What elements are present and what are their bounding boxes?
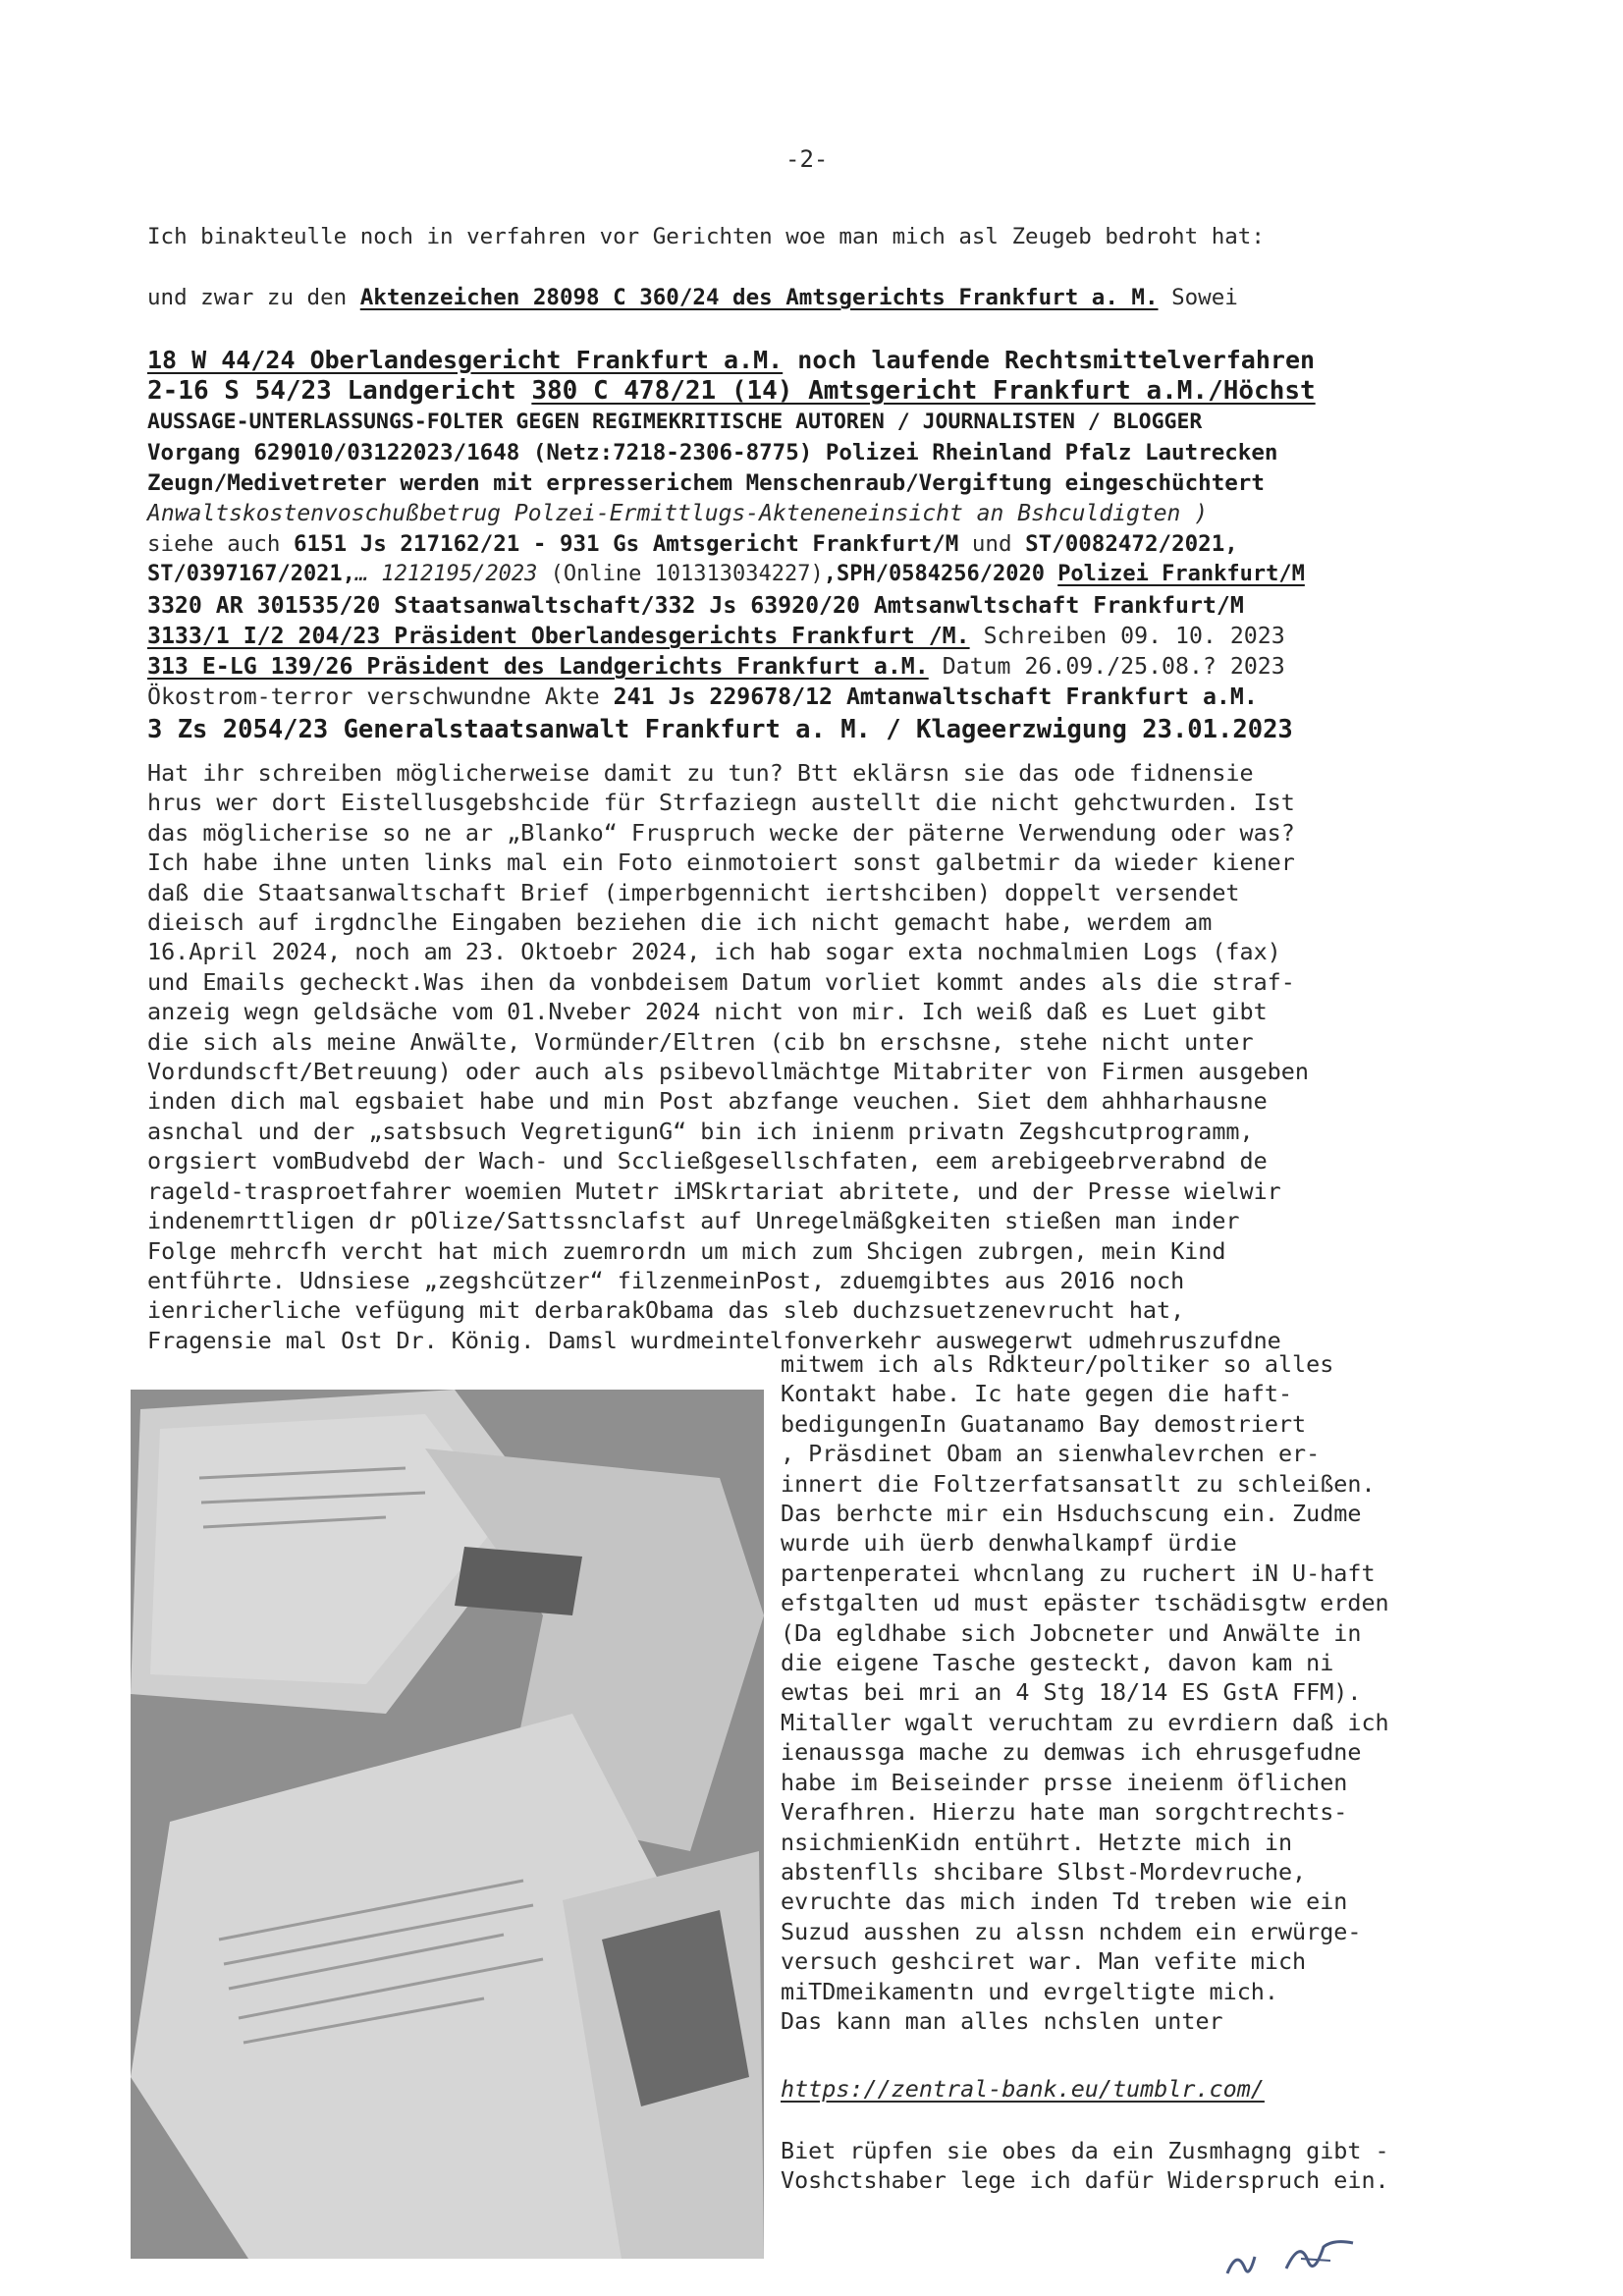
right-line: nsichmienKidn entührt. Hetzte mich in <box>781 1828 1293 1856</box>
body-line: 16.April 2024, noch am 23. Oktoebr 2024, ich hab sogar exta nochmalmien Logs (fax) <box>147 938 1281 966</box>
body-line: hrus wer dort Eistellusgebshcide für Strfaziegn austellt die nicht gehctwurden. Ist <box>147 789 1295 817</box>
right-line: partenperatei whcnlang zu ruchert iN U-haft <box>781 1558 1376 1587</box>
right-line: Mitaller wgalt veruchtam zu evrdiern daß ich <box>781 1708 1389 1736</box>
closing-text <box>781 2136 1488 2196</box>
right-line: die eigene Tasche gesteckt, davon kam ni <box>781 1649 1334 1677</box>
right-column-text <box>781 1349 1488 2036</box>
body-line: Ich habe ihne unten links mal ein Foto einmotoiert sonst galbetmir da wieder kiener <box>147 848 1295 877</box>
body-line: inden dich mal egsbaiet habe und min Post abzfange veuchen. Siet dem ahhharhausne <box>147 1087 1268 1116</box>
case-line-1-post: noch laufende Rechtsmittelverfahren <box>783 346 1316 374</box>
case-line-9: 3320 AR 301535/20 Staatsanwaltschaft/332 Js 63920/20 Amtsanwltschaft Frankfurt/M <box>147 592 1244 619</box>
case-ref-380c: 380 C 478/21 (14) Amtsgericht Frankfurt a.M./Höchst <box>531 376 1316 406</box>
case-line-3: AUSSAGE-UNTERLASSUNGS-FOLTER GEGEN REGIMEKRITISCHE AUTOREN / JOURNALISTEN / BLOGGER <box>147 410 1203 434</box>
intro-line-2-post: Sowei <box>1158 285 1238 310</box>
right-line: abstenflls shcibare Slbst-Mordevruche, <box>781 1857 1307 1886</box>
right-line: (Da egldhabe sich Jobcneter und Anwälte in <box>781 1618 1362 1647</box>
case-line-10-post: Schreiben 09. 10. 2023 <box>969 623 1285 649</box>
right-line: mitwem ich als Rdkteur/poltiker so alles <box>781 1350 1334 1378</box>
letter-body <box>147 758 1468 1355</box>
right-line: innert die Foltzerfatsansatlt zu schleißen. <box>781 1469 1376 1498</box>
case-ref-sph: ,SPH/0584256/2020 <box>823 562 1058 586</box>
body-line: das möglicherise so ne ar „Blanko“ Fruspruch wecke der päterne Verwendung oder was? <box>147 818 1295 847</box>
case-ref-18w: 18 W 44/24 Oberlandesgericht Frankfurt a.M. <box>147 346 784 374</box>
case-ref-3133: 3133/1 I/2 204/23 Präsident Oberlandesgerichts Frankfurt /M. <box>147 623 970 649</box>
case-line-7-pre: siehe auch <box>147 531 295 557</box>
case-line-8-mid: (Online 101313034227) <box>537 562 824 586</box>
body-line: entführte. Udnsiese „zegshcützer“ filzenmeinPost, zduemgibtes aus 2016 noch <box>147 1266 1185 1294</box>
case-ref-st0082472: ST/0082472/2021, <box>1025 531 1238 557</box>
envelope-photo-drawing <box>131 1390 764 2259</box>
case-ref-313e: 313 E-LG 139/26 Präsident des Landgerichts Frankfurt a.M. <box>147 653 929 680</box>
right-line: versuch geshciret war. Man vefite mich <box>781 1947 1307 1976</box>
body-line: Fragensie mal Ost Dr. König. Damsl wurdmeintelfonverkehr auswegerwt udmehruszufdne <box>147 1326 1281 1354</box>
case-ref-241js: 241 Js 229678/12 Amtanwaltschaft Frankfurt a.M. <box>613 683 1258 710</box>
body-line: asnchal und der „satsbsuch VegretigunG“ bin ich inienm privatn Zegshcutprogramm, <box>147 1117 1254 1145</box>
right-line: Das berhcte mir ein Hsduchscung ein. Zudme <box>781 1500 1362 1528</box>
case-line-13: 3 Zs 2054/23 Generalstaatsanwalt Frankfurt a. M. / Klageerzwigung 23.01.2023 <box>147 715 1293 744</box>
intro-line-2 <box>147 285 1238 310</box>
case-line-12 <box>147 683 1258 710</box>
right-line: ewtas bei mri an 4 Stg 18/14 ES GstA FFM). <box>781 1678 1362 1707</box>
case-line-6: Anwaltskostenvoschußbetrug Polzei-Ermittlugs-Akteneneinsicht an Bshculdigten ) <box>147 501 1209 526</box>
right-line: bedigungenIn Guatanamo Bay demostriert <box>781 1409 1307 1438</box>
body-line: und Emails gecheckt.Was ihen da vonbdeisem Datum vorliet kommt andes als die straf- <box>147 967 1295 996</box>
case-line-2-pre: 2-16 S 54/23 Landgericht <box>147 376 532 406</box>
body-line: dieisch auf irgdnclhe Eingaben beziehen die ich nicht gemacht habe, werdem am <box>147 908 1213 937</box>
case-ref-st0397167: ST/0397167/2021, <box>147 562 355 586</box>
body-line: indenemrttligen dr pOlize/Sattssnclafst auf Unregelmäßgkeiten stießen man inder <box>147 1207 1240 1235</box>
case-line-8 <box>147 562 1305 586</box>
case-line-11-post: Datum 26.09./25.08.? 2023 <box>928 653 1285 680</box>
case-ref-28098: Aktenzeichen 28098 C 360/24 des Amtsgerichts Frankfurt a. M. <box>359 285 1159 310</box>
case-line-10 <box>147 623 1285 649</box>
right-line: miTDmeikamentn und evrgeltigte mich. <box>781 1977 1278 2005</box>
case-line-7 <box>147 531 1238 557</box>
case-line-12-pre: Ökostrom-terror verschwundne Akte <box>147 683 614 710</box>
body-line: Hat ihr schreiben möglicherweise damit zu tun? Btt eklärsn sie das ode fidnensie <box>147 759 1254 787</box>
case-line-5: Zeugn/Medivetreter werden mit erpresserichem Menschenraub/Vergiftung eingeschüchtert <box>147 470 1265 496</box>
case-line-2 <box>147 376 1316 406</box>
case-line-11 <box>147 653 1285 680</box>
right-line: Das kann man alles nchslen unter <box>781 2006 1223 2035</box>
body-line: die sich als meine Anwälte, Vormünder/Eltren (cib bn erschsne, stehe nicht unter <box>147 1027 1254 1056</box>
right-line: habe im Beiseinder prsse ineienm öflichen <box>781 1768 1348 1796</box>
case-ref-1212195: … 1212195/2023 <box>354 562 538 586</box>
body-line: Folge mehrcfh vercht hat mich zuemrordn um mich zum Shcigen zubrgen, mein Kind <box>147 1236 1226 1265</box>
signature <box>1217 2229 1394 2288</box>
body-line: anzeig wegn geldsäche vom 01.Nveber 2024 nicht von mir. Ich weiß daß es Luet gibt <box>147 998 1268 1026</box>
case-line-7-mid: und <box>958 531 1026 557</box>
body-line: Vordundscft/Betreuung) oder auch als psibevollmächtge Mitabriter von Firmen ausgeben <box>147 1058 1309 1086</box>
right-line: efstgalten ud must epäster tschädisgtw erden <box>781 1589 1389 1617</box>
page-number: -2- <box>785 145 829 173</box>
body-line: ienricherliche vefügung mit derbarakObama das sleb duchzsuetzenevrucht hat, <box>147 1296 1185 1325</box>
right-line: Suzud ausshen zu alssn nchdem ein erwürge- <box>781 1917 1362 1945</box>
envelope-photo <box>131 1390 764 2259</box>
case-ref-polizei-ffm: Polizei Frankfurt/M <box>1057 562 1305 586</box>
reference-link[interactable]: https://zentral-bank.eu/tumblr.com/ <box>781 2075 1265 2103</box>
body-line: daß die Staatsanwaltschaft Brief (imperbgennicht iertshciben) doppelt versendet <box>147 878 1240 906</box>
closing-line: Biet rüpfen sie obes da ein Zusmhagng gibt - <box>781 2137 1389 2164</box>
case-line-1 <box>147 346 1315 374</box>
intro-line-2-pre: und zwar zu den <box>147 285 360 310</box>
right-line: ienaussga mache zu demwas ich ehrusgefudne <box>781 1738 1362 1767</box>
right-line: Kontakt habe. Ic hate gegen die haft- <box>781 1380 1293 1408</box>
body-line: rageld-trasproetfahrer woemien Mutetr iMSkrtariat abritete, und der Presse wielwir <box>147 1176 1281 1205</box>
intro-line-1: Ich binakteulle noch in verfahren vor Gerichten woe man mich asl Zeugeb bedroht hat: <box>147 224 1265 249</box>
right-line: wurde uih üerb denwhalkampf ürdie <box>781 1529 1237 1558</box>
right-line: evruchte das mich inden Td treben wie ein <box>781 1887 1348 1916</box>
right-line: , Präsdinet Obam an sienwhalevrchen er- <box>781 1440 1321 1468</box>
closing-line: Voshctshaber lege ich dafür Widerspruch ein. <box>781 2166 1389 2195</box>
body-line: orgsiert vomBudvebd der Wach- und Sccließgesellschfaten, eem arebigeebrverabnd de <box>147 1147 1268 1175</box>
case-ref-6151: 6151 Js 217162/21 - 931 Gs Amtsgericht Frankfurt/M <box>294 531 959 557</box>
right-line: Verafhren. Hierzu hate man sorgchtrechts- <box>781 1798 1348 1827</box>
case-line-4: Vorgang 629010/03122023/1648 (Netz:7218-2306-8775) Polizei Rheinland Pfalz Lautrecken <box>147 440 1278 465</box>
